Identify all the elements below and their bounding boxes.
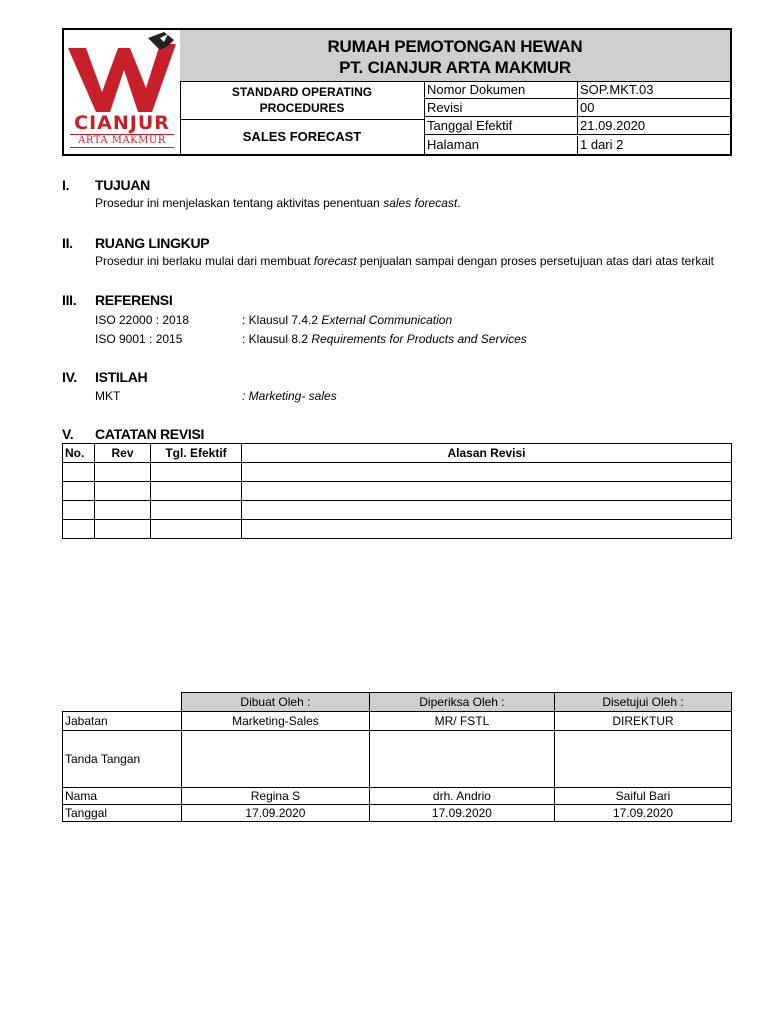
row-label: Nama <box>63 788 182 805</box>
checked-by-header: Diperiksa Oleh : <box>369 693 554 712</box>
table-row <box>63 463 732 482</box>
cell-value: drh. Andrio <box>369 788 554 805</box>
signature-cell <box>182 731 370 788</box>
section-number: III. <box>62 292 77 308</box>
text-italic: sales forecast <box>383 196 458 210</box>
cell-value: MR/ FSTL <box>369 712 554 731</box>
text-part: . <box>457 196 461 210</box>
section-title: CATATAN REVISI <box>95 426 205 442</box>
section-title: REFERENSI <box>95 292 173 308</box>
text-part: Prosedur ini menjelaskan tentang aktivitas penentuan <box>95 196 384 210</box>
meta-key: Nomor Dokumen <box>427 82 526 97</box>
column-header-rev: Rev <box>95 444 151 463</box>
approval-row-signature <box>63 731 732 788</box>
title-band <box>180 30 730 82</box>
sop-label-line2: PROCEDURES <box>259 101 345 115</box>
section-number: IV. <box>62 369 77 385</box>
sop-label-line1: STANDARD OPERATING <box>231 85 373 99</box>
approval-row-tanggal <box>63 805 732 822</box>
blank-cell <box>63 693 182 712</box>
approved-by-header: Disetujui Oleh : <box>555 693 732 712</box>
document-title: SALES FORECAST <box>180 120 425 154</box>
section-number: V. <box>62 426 74 442</box>
meta-value: SOP.MKT.03 <box>577 81 728 99</box>
signature-cell <box>369 731 554 788</box>
section-catatan-heading <box>62 426 204 442</box>
company-subtitle: PT. CIANJUR ARTA MAKMUR <box>339 58 571 77</box>
text-part: : Klausul 8.2 <box>242 332 312 346</box>
cell-value: Marketing-Sales <box>182 712 370 731</box>
istilah-term: MKT <box>95 389 121 403</box>
section-title: RUANG LINGKUP <box>95 235 210 251</box>
approval-row-jabatan <box>63 712 732 731</box>
cell-value: 17.09.2020 <box>182 805 370 822</box>
section-tujuan-heading <box>62 177 150 193</box>
meta-key: Revisi <box>427 100 463 115</box>
row-label: Tanggal <box>63 805 182 822</box>
column-header-no: No. <box>63 444 95 463</box>
section-number: II. <box>62 235 73 251</box>
approval-header-row <box>63 693 732 712</box>
meta-value: 00 <box>577 99 728 117</box>
signature-cell <box>555 731 732 788</box>
document-meta <box>425 81 730 154</box>
approval-table <box>62 692 732 822</box>
company-logo <box>64 30 181 154</box>
reference-standard: ISO 22000 : 2018 <box>95 313 190 327</box>
cell-value: Regina S <box>182 788 370 805</box>
meta-row <box>425 81 730 99</box>
meta-value: 21.09.2020 <box>577 117 728 135</box>
ruang-text <box>95 254 714 268</box>
section-ruang-heading <box>62 235 209 251</box>
sop-label-cell <box>180 81 425 120</box>
approval-row-nama <box>63 788 732 805</box>
reference-clause <box>242 332 527 346</box>
meta-row <box>425 99 730 117</box>
text-part: : Klausul 7.4.2 <box>242 313 322 327</box>
text-italic: forecast <box>313 254 357 268</box>
column-header-date: Tgl. Efektif <box>151 444 242 463</box>
text-italic: Requirements for Products and Services <box>311 332 527 346</box>
cell-value: 17.09.2020 <box>369 805 554 822</box>
table-row <box>63 482 732 501</box>
section-title: ISTILAH <box>95 369 148 385</box>
meta-key: Tanggal Efektif <box>427 118 513 133</box>
meta-key: Halaman <box>427 137 480 152</box>
row-label: Jabatan <box>63 712 182 731</box>
meta-row <box>425 117 730 135</box>
logo-main-text: CIANJUR <box>74 112 170 134</box>
revision-table <box>62 443 732 539</box>
cell-value: 17.09.2020 <box>555 805 732 822</box>
istilah-definition: : Marketing- sales <box>242 389 337 403</box>
table-row <box>63 501 732 520</box>
table-header-row <box>63 444 732 463</box>
text-part: Prosedur ini berlaku mulai dari membuat <box>95 254 314 268</box>
cell-value: DIREKTUR <box>555 712 732 731</box>
row-label: Tanda Tangan <box>63 731 182 788</box>
section-istilah-heading <box>62 369 147 385</box>
reference-clause <box>242 313 452 327</box>
section-number: I. <box>62 177 70 193</box>
section-title: TUJUAN <box>95 177 150 193</box>
company-title: RUMAH PEMOTONGAN HEWAN <box>327 37 583 56</box>
meta-value: 1 dari 2 <box>577 136 728 154</box>
text-part: penjualan sampai dengan proses persetujuan atas dari atas terkait <box>356 254 715 268</box>
table-row <box>63 520 732 539</box>
section-referensi-heading <box>62 292 172 308</box>
cell-value: Saiful Bari <box>555 788 732 805</box>
tujuan-text <box>95 196 461 210</box>
made-by-header: Dibuat Oleh : <box>182 693 370 712</box>
column-header-reason: Alasan Revisi <box>242 444 732 463</box>
meta-row <box>425 136 730 154</box>
document-header <box>62 28 732 156</box>
logo-sub-text: ARTA MAKMUR <box>70 134 174 148</box>
reference-standard: ISO 9001 : 2015 <box>95 332 183 346</box>
text-italic: External Communication <box>321 313 453 327</box>
